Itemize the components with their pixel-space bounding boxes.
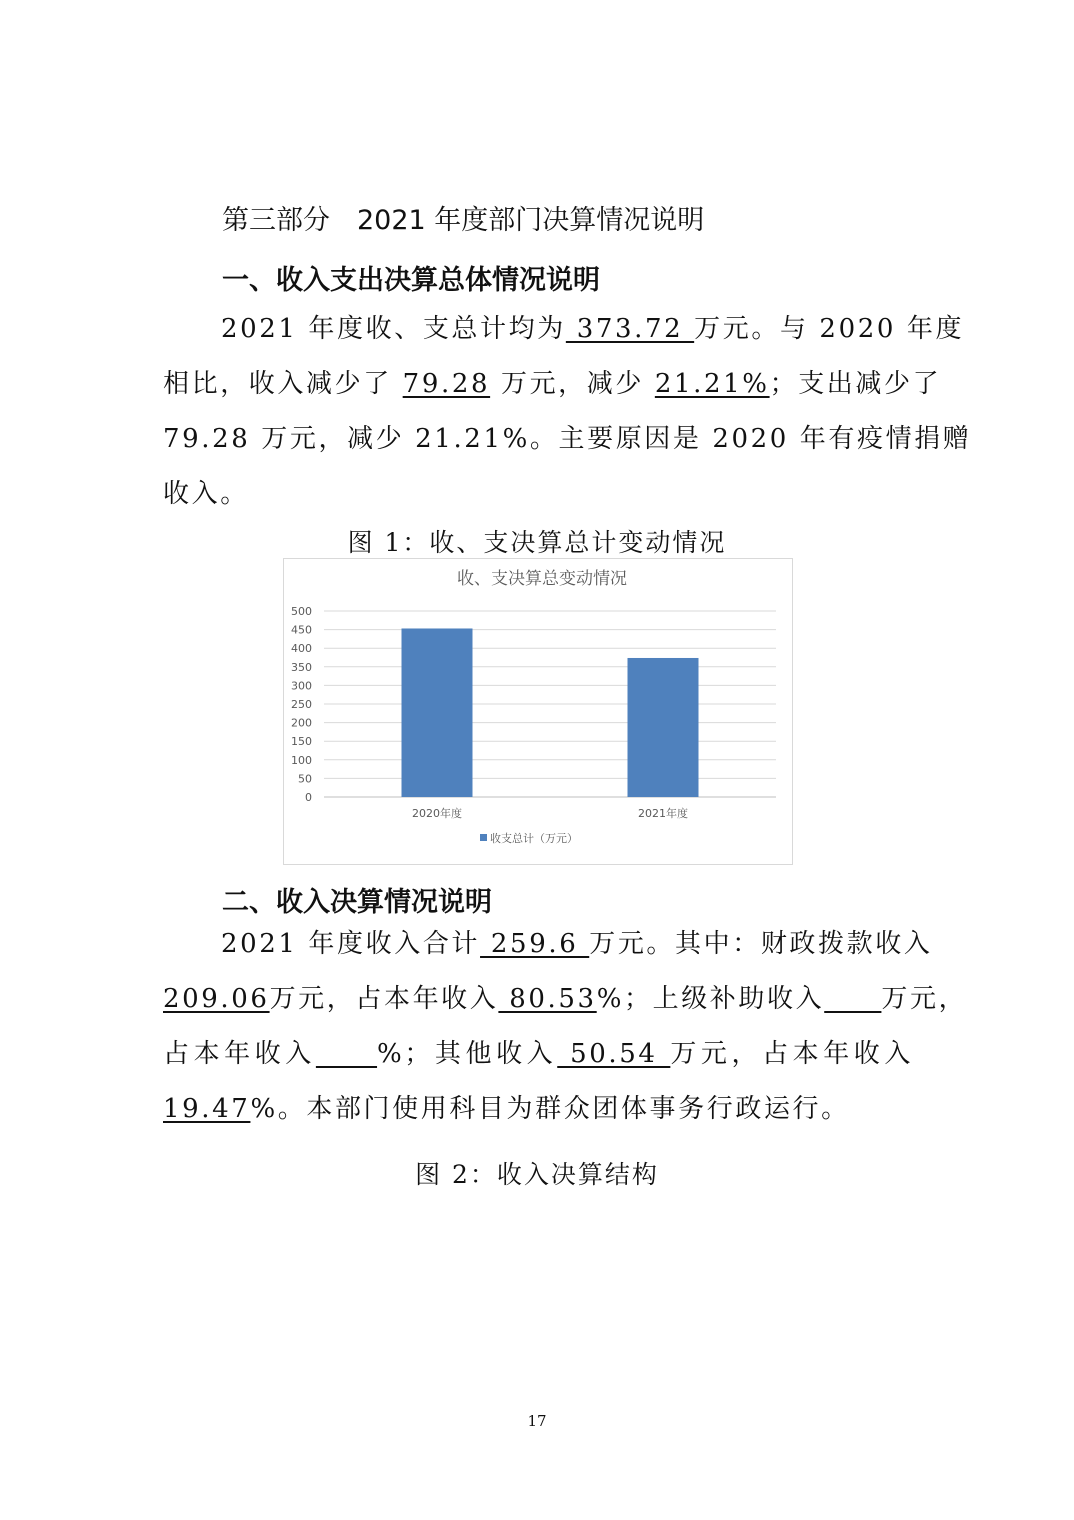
page-number: 17 [527,1412,547,1430]
fiscal-appropriation-value: 209.06 [163,984,270,1014]
section-1-heading: 一、收入支出决算总体情况说明 [222,265,600,296]
superior-subsidy-blank [824,984,881,1014]
section-2-heading: 二、收入决算情况说明 [222,887,492,918]
section-1-paragraph [163,302,972,522]
x-tick-label: 2020年度 [412,807,462,820]
y-tick-label: 0 [305,791,312,804]
income-decrease-percent: 21.21% [654,369,770,399]
paragraph-line: 79.28 万元，减少 21.21%。主要原因是 2020 年有疫情捐赠 [163,424,972,454]
y-tick-label: 450 [291,623,312,637]
y-tick-label: 500 [291,605,312,618]
section-title: 第三部分 2021 年度部门决算情况说明 [222,205,705,236]
superior-subsidy-percent-blank [316,1039,377,1069]
legend-swatch [480,834,487,841]
bar [402,628,473,797]
y-tick-label: 100 [291,753,312,767]
income-decrease-value: 79.28 [402,369,491,399]
y-tick-label: 300 [291,679,312,693]
figure-1-caption: 图 1：收、支决算总计变动情况 [347,528,727,557]
bar [628,658,699,797]
y-tick-label: 50 [298,772,312,786]
bar-chart [283,558,793,865]
section-2-paragraph [163,917,968,1137]
figure-2-caption: 图 2：收入决算结构 [415,1160,659,1189]
y-tick-label: 150 [291,735,312,749]
paragraph-line: 2021 年度收入合计 259.6 万元。其中：财政拨款收入 [221,929,933,959]
paragraph-line: 相比，收入减少了 79.28 万元，减少 21.21%；支出减少了 [163,369,942,399]
other-income-percent: 19.47 [163,1094,251,1124]
other-income-value: 50.54 [557,1039,671,1069]
y-tick-label: 400 [291,642,312,656]
chart-canvas [284,559,792,864]
total-value: 373.72 [565,314,695,344]
chart-title: 收、支决算总变动情况 [457,569,627,589]
x-tick-label: 2021年度 [638,807,688,820]
paragraph-line: 209.06万元，占本年收入 80.53%；上级补助收入 万元， [163,984,968,1014]
paragraph-line: 占本年收入 %；其他收入 50.54 万元，占本年收入 [163,1039,913,1069]
income-total-value: 259.6 [480,929,590,959]
y-tick-label: 200 [291,716,312,730]
y-tick-label: 250 [291,698,312,711]
y-tick-label: 350 [291,660,312,674]
legend-label: 收支总计（万元） [490,832,578,845]
paragraph-line: 2021 年度收、支总计均为 373.72 万元。与 2020 年度 [221,314,965,344]
paragraph-line: 19.47%。本部门使用科目为群众团体事务行政运行。 [163,1094,850,1124]
fiscal-appropriation-percent: 80.53 [498,984,597,1014]
paragraph-line: 收入。 [163,479,249,509]
